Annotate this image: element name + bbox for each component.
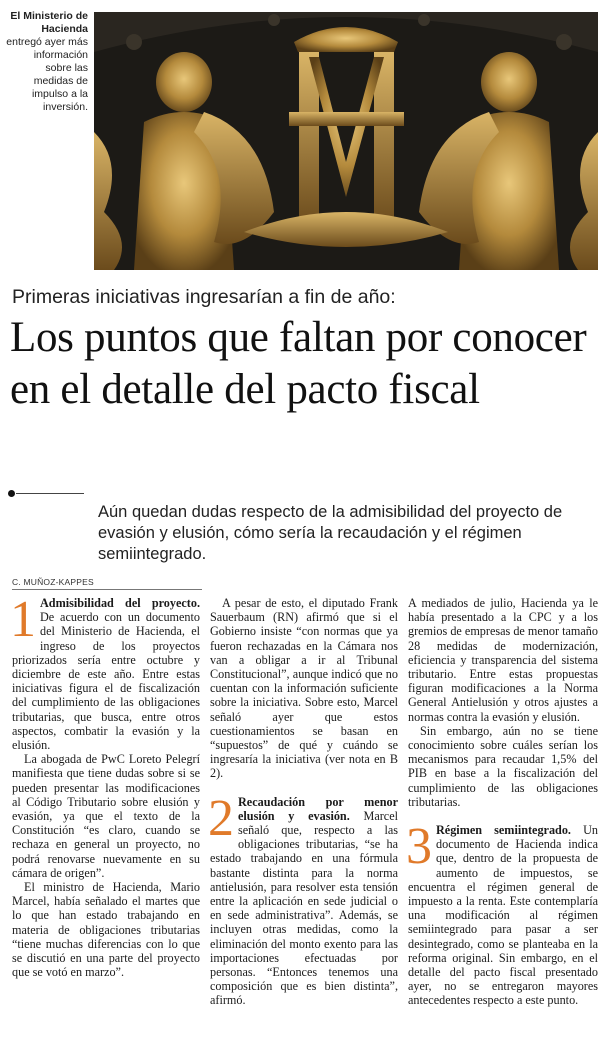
byline: C. MUÑOZ-KAPPES (12, 577, 202, 590)
section-3-title: Régimen semiintegrado. (436, 823, 571, 838)
section-2-para-2: A mediados de julio, Hacienda ya le había presentado a la CPC y a los gremios de empresas de menor tamaño 28 medidas de modernización, eficiencia y transparencia del sistema tributario. Entre estas propuestas figuran modificaciones a la Norma General Antielusión y otros ajustes a normas contra la evasión y elusión. (408, 596, 598, 724)
rule-dot (8, 490, 15, 497)
column-3 (408, 596, 598, 1008)
rule-line (16, 493, 84, 494)
section-1-title: Admisibilidad del proyecto. (40, 596, 200, 610)
column-2 (210, 596, 398, 1008)
section-2-para-3: Sin embargo, aún no se tiene conocimiento sobre cuáles serían los mecanismos para recaudar 1,5% del PIB en base a la fiscalización del cumplimiento de las obligaciones tributarias. (408, 723, 598, 809)
section-2-title: Recaudación por menor elusión y evasión. (238, 794, 398, 823)
kicker: Primeras iniciativas ingresarían a fin de año: (12, 286, 396, 308)
photo-caption (6, 10, 88, 114)
section-1-para-2: La abogada de PwC Loreto Pelegrí manifiesta que tiene dudas sobre si se pueden presentar las modificaciones al Código Tributario sobre elusión y evasión, ya que el texto de la Constitución “es claro, cuando se rechaza en general un proyecto, no podrá renovarse nuevamente en su cámara de origen”. (12, 752, 200, 880)
headline: Los puntos que faltan por conocer en el detalle del pacto fiscal (10, 314, 587, 413)
section-1-para-3: El ministro de Hacienda, Mario Marcel, había señalado el martes que lo que han estado trabajando en materia de obligaciones tributarias “tiene muchas diferencias con lo que se discutió en una parte del proyecto que se votó en marzo”. (12, 880, 200, 980)
caption-bold: El Ministerio de Hacienda (10, 10, 88, 35)
section-3-number: 3 (406, 818, 432, 876)
section-2-number: 2 (208, 789, 234, 847)
column-1 (10, 591, 200, 980)
section-1-para-4: A pesar de esto, el diputado Frank Sauerbaum (RN) afirmó que si el Gobierno insiste “con normas que ya fueron rechazadas en la Cámara nos van a obligar a ir al Tribunal Constitucional”, aunque indicó que no cuentan con la información suficiente sobre la iniciativa. Sobre esto, Marcel señaló ayer que estos cuestionamientos se basan en “supuestos” de qué y cuándo se ingresaría la iniciativa (ver nota en B 2). (210, 596, 398, 781)
deck: Aún quedan dudas respecto de la admisibilidad del proyecto de evasión y elusión, cómo sería la recaudación y el régimen semiintegrado. (98, 503, 563, 563)
section-3-para-1: Régimen semiintegrado. Un documento de Hacienda indica que, dentro de la propuesta de aumento de impuestos, se encuentra el régimen general de impuesto a la renta. Este contemplaría una modificación al régimen semiintegrado para pasar a ser desintegrado, como se planteaba en la reforma original. Sin embargo, en el detalle del pacto fiscal presentado ayer, no se entregaron mayores antecedentes respecto a este punto. (408, 823, 598, 1008)
section-2-para-1: Recaudación por menor elusión y evasión. Marcel señaló que, respecto a las obligaciones tributarias, “se ha estado trabajando en una fórmula bastante distinta para la norma antielusión, para resolver esta tensión entre la aplicación en sede judicial o en sede administrativa”. Además, se incluyen otras medidas, como la eliminación del monto exento para las importaciones efectuadas por personas. “Entonces tenemos una composición que es bien distinta”, afirmó. (210, 794, 398, 1008)
section-1-number: 1 (10, 591, 36, 648)
section-1-para-1: Admisibilidad del proyecto. De acuerdo con un documento del Ministerio de Hacienda, el ingreso de los proyectos priorizados sería entre octubre y diciembre de este año. Entre estas iniciativas figura el de fiscalización del cumplimiento de las obligaciones tributarias, que busca, entre otros aspectos, combatir la evasión y la elusión. (12, 596, 200, 753)
caption-text: entregó ayer más información sobre las medidas de impulso a la inversión. (6, 36, 88, 113)
article-photo (94, 12, 598, 270)
bronze-relief-emblem-icon (94, 12, 598, 270)
